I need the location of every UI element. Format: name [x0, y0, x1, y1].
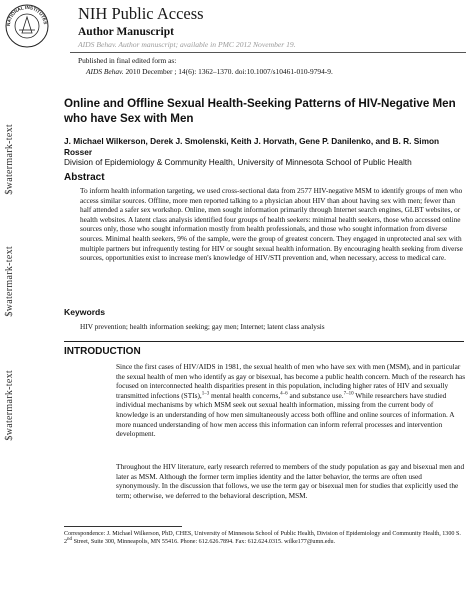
footnote-divider	[64, 526, 182, 527]
citation-details: 2010 December ; 14(6): 1362–1370. doi:10.1007/s10461-010-9794-9.	[125, 67, 333, 76]
published-label: Published in final edited form as:	[78, 56, 177, 65]
correspondence-footnote: Correspondence: J. Michael Wilkerson, PhD, CHES, University of Minnesota School of Public Health, Division of Epidemiology and Community Health, 1300 S. 2nd Street, Suite 300, Minneapolis, MN 55416. Phone: 612.626.7894. Fax: 612.624.0315. wilke177@umn.edu.	[64, 531, 461, 545]
citation	[86, 67, 333, 76]
citation-journal: AIDS Behav.	[86, 67, 124, 76]
introduction-paragraph-2: Throughout the HIV literature, early research referred to members of the study population as gay and bisexual men and later as MSM. Although the former term implies identity and the latter behavior, the terms are often used synonymously. In the discussion that follows, we use the term gay or bisexual men for studies that explicitly used the term; otherwise, we deferred to the behavioral description, MSM.	[116, 462, 465, 500]
abstract-heading: Abstract	[64, 172, 105, 183]
introduction-paragraph-1: Since the first cases of HIV/AIDS in 1981, the sexual health of men who have sex with men (MSM), and in particular the sexual health of men who identify as gay or bisexual, has become a public health concern. Much of the research has focused on interconnected health disparities present in this population, including higher rates of HIV and sexually transmitted infections (STIs),$^{1-3}$ mental health concerns,$^{4-6}$ and substance use.$^{7-10}$ While researchers have studied individual mechanisms by which MSM seek out sexual health information, missing from the current body of knowledge is an understanding of how men simultaneously access both offline and online sources of information. A more nuanced understanding of how men access this information can inform referral processes and intervention development.	[116, 362, 466, 439]
author-manuscript-label: Author Manuscript	[78, 26, 174, 38]
section-divider	[64, 341, 464, 342]
side-watermark: $watermark-text	[4, 124, 15, 195]
nih-public-access-title: NIH Public Access	[78, 4, 204, 23]
keywords-text: HIV prevention; health information seeking; gay men; Internet; latent class analysis	[80, 322, 325, 331]
author-affiliation: Division of Epidemiology & Community Health, University of Minnesota School of Public Health	[64, 157, 412, 167]
article-title: Online and Offline Sexual Health-Seeking Patterns of HIV-Negative Men who have Sex with Men	[64, 97, 456, 125]
abstract-text: To inform health information targeting, we used cross-sectional data from 2577 HIV-negative MSM to identify groups of men who access similar sources. Offline, more men reported talking to a physician about HIV than about having sex with men; fewer than half attended a safer sex workshop. Online, men sought information primarily through Internet search engines, GLBT websites, or health websites. A latent class analysis identified four groups of health seekers: minimal health seekers, those who accessed online sources only, those who sought information mostly from health professionals, and those who sought information from diverse sources. Minimal health seekers, 9% of the sample, were the group of greatest concern. They engaged in unprotected anal sex with multiple partners but infrequently testing for HIV or sought sexual health information. By encouraging health seeking from diverse sources, opportunities exist to increase men's knowledge of HIV/STI prevention and, when necessary, access to medical care.	[80, 186, 463, 263]
side-watermark: $watermark-text	[4, 370, 15, 441]
header-divider	[70, 52, 466, 53]
availability-note: AIDS Behav. Author manuscript; available in PMC 2012 November 19.	[78, 40, 296, 49]
side-watermark: $watermark-text	[4, 246, 15, 317]
keywords-heading: Keywords	[64, 307, 106, 317]
nih-seal-logo	[4, 3, 50, 49]
svg-text:NATIONAL INSTITUTES OF HEALTH: NATIONAL INSTITUTES	[5, 4, 48, 27]
author-list: J. Michael Wilkerson, Derek J. Smolenski, Keith J. Horvath, Gene P. Danilenko, and B. R. Simon Rosser	[64, 136, 440, 157]
introduction-heading: INTRODUCTION	[64, 346, 141, 357]
